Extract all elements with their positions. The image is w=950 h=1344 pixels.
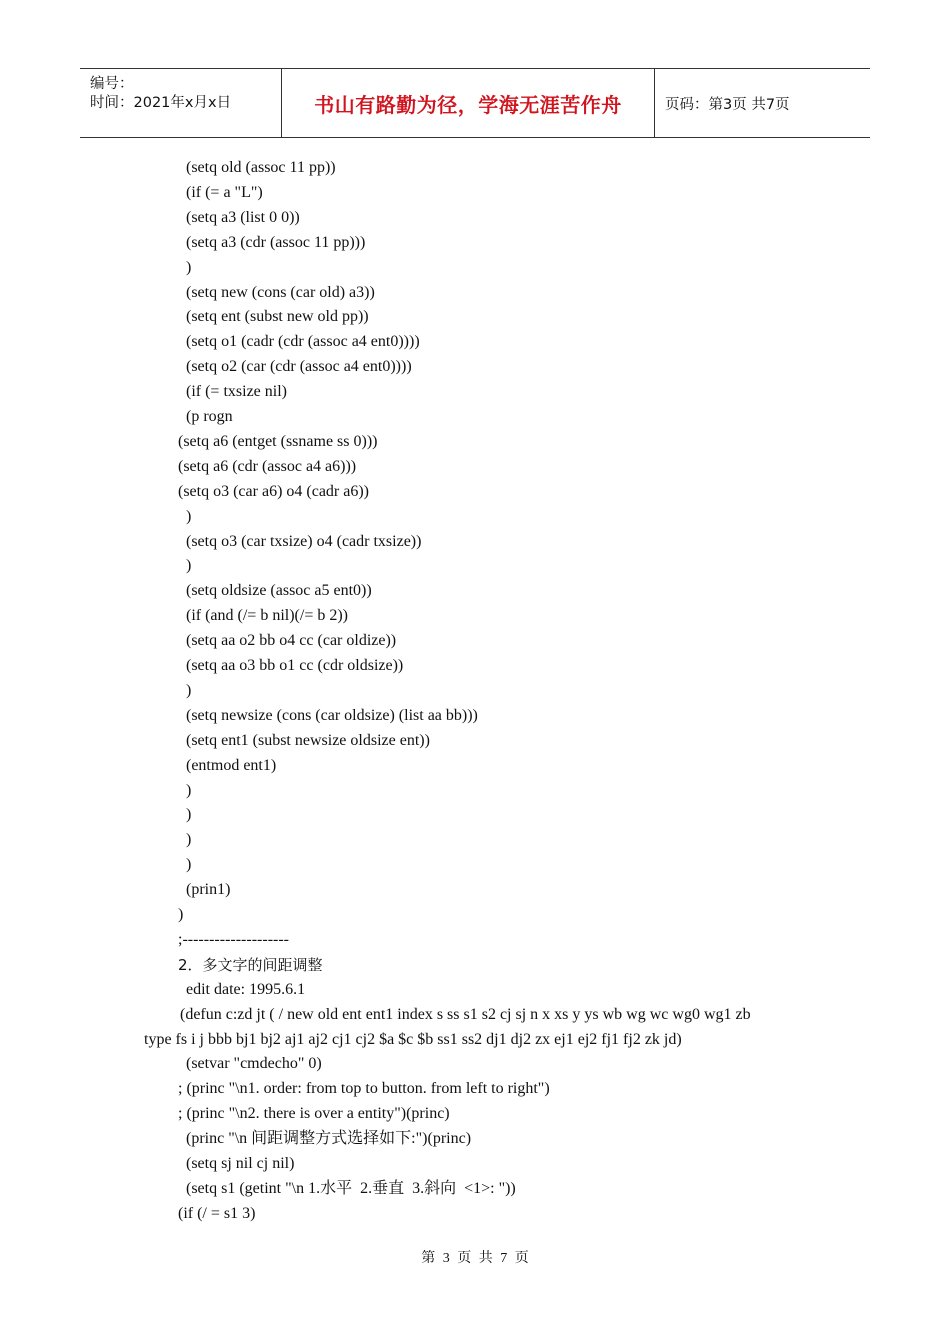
code-line: (setq o1 (cadr (cdr (assoc a4 ent0)))) (186, 333, 420, 351)
code-line: ) (186, 507, 192, 525)
code-line: (setq aa o2 bb o4 cc (car oldize)) (186, 632, 397, 650)
code-line: (setq sj nil cj nil) (186, 1155, 295, 1172)
code-line: (setq newsize (cons (car oldsize) (list aa bb))) (186, 706, 478, 724)
document-number-label: 编号： (90, 76, 134, 92)
footer-di: 第 (421, 1251, 436, 1266)
code-line: ) (178, 906, 184, 923)
code-line: ) (186, 781, 192, 799)
footer-page-number: 3 (442, 1251, 450, 1266)
code-line: (entmod ent1) (186, 756, 277, 774)
code-line: (setq aa o3 bb o1 cc (cdr oldsize)) (186, 657, 404, 674)
code-line: ; (princ "\n1. order: from top to button. from left to right") (178, 1080, 550, 1098)
code-line: (setq o2 (car (cdr (assoc a4 ent0)))) (186, 358, 412, 376)
code-line: (if (and (/= b nil)(/= b 2)) (186, 607, 348, 625)
code-line: (setq old (assoc 11 pp)) (186, 159, 336, 176)
code-line: ) (186, 856, 192, 874)
code-line: (princ "\n 间距调整方式选择如下:")(princ) (186, 1130, 472, 1148)
footer-total-pages: 7 (500, 1251, 508, 1266)
code-line: ; (princ "\n2. there is over a entity")(princ) (178, 1105, 450, 1123)
code-line: 2．多文字的间距调整 (178, 955, 323, 974)
code-line: (setq new (cons (car old) a3)) (186, 283, 375, 301)
code-line: (if (/ = s1 3) (178, 1204, 256, 1222)
footer-ye-2: 页 (514, 1251, 529, 1266)
code-line: type fs i j bbb bj1 bj2 aj1 aj2 cj1 cj2 $a $c $b ss1 ss2 dj1 dj2 zx ej1 ej2 fj1 fj2 zk jd) (144, 1030, 682, 1048)
code-line: ) (186, 831, 192, 849)
code-line: ;-------------------- (178, 930, 290, 948)
code-line: (p rogn (186, 408, 233, 425)
header-page-info: 页码：第3页 共7页 (665, 96, 790, 113)
code-line: edit date: 1995.6.1 (186, 980, 306, 998)
header-meta-cell (80, 69, 282, 137)
header-page-cell (655, 69, 870, 137)
page-footer (0, 1247, 950, 1267)
code-line: (setq ent1 (subst newsize oldsize ent)) (186, 731, 430, 749)
code-line: (if (= a "L") (186, 183, 263, 201)
page-header (80, 68, 870, 138)
code-line: (setq s1 (getint "\n 1.水平 2.垂直 3.斜向 <1>: ")) (186, 1179, 516, 1197)
code-line: (defun c:zd jt ( / new old ent ent1 index s ss s1 s2 cj sj n x xs y ys wb wg wc wg0 wg1 zb (180, 1005, 751, 1023)
code-line: (setq ent (subst new old pp)) (186, 308, 369, 326)
header-motto: 书山有路勤为径，学海无涯苦作舟 (314, 92, 622, 117)
code-line: (setq a6 (entget (ssname ss 0))) (178, 432, 378, 450)
code-line: ) (186, 681, 192, 699)
code-line: (setq a6 (cdr (assoc a4 a6))) (178, 457, 357, 475)
footer-ye: 页 (457, 1251, 472, 1266)
footer-gong: 共 (478, 1251, 493, 1266)
code-line: (if (= txsize nil) (186, 383, 287, 401)
code-line: (setq a3 (list 0 0)) (186, 208, 300, 226)
code-line: (setq o3 (car a6) o4 (cadr a6)) (178, 482, 370, 500)
code-line: ) (186, 806, 192, 824)
document-date-label: 时间：2021年x月x日 (90, 95, 232, 111)
code-line: (setq oldsize (assoc a5 ent0)) (186, 582, 372, 600)
code-line: (setq o3 (car txsize) o4 (cadr txsize)) (186, 532, 422, 550)
code-line: (setvar "cmdecho" 0) (186, 1055, 322, 1073)
code-line: ) (186, 557, 192, 575)
code-line: ) (186, 258, 192, 276)
code-line: (setq a3 (cdr (assoc 11 pp))) (186, 233, 366, 251)
code-line: (prin1) (186, 881, 231, 899)
header-motto-cell (282, 69, 655, 137)
